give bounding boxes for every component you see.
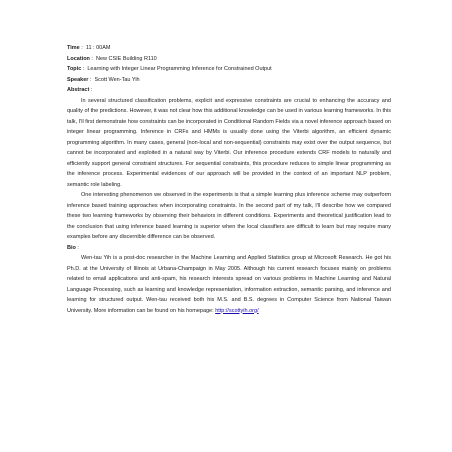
topic-line: Topic : Learning with Integer Linear Programming Inference for Constrained Output (67, 66, 272, 72)
speaker-line: Speaker : Scott Wen-Tau Yih (67, 76, 140, 83)
location-value: New CSIE Building R110 (95, 55, 157, 62)
time-value: 11 : 00AM (85, 45, 111, 51)
bio-paragraph (67, 253, 391, 316)
abstract-label: Abstract (67, 87, 90, 93)
bio-label: Bio (67, 244, 76, 251)
time-label: Time (67, 45, 80, 51)
bio-text: Wen-tau Yih is a post-doc researcher in the Machine Learning and Applied Statistics group at Microsoft Research. He got his Ph.D. at the University of Illinois at Urbana-Champaign in May 2005. Although his current research focuses mainly on problems related to email applications and anti-spam, his research interests spread on various problems in Machine Learning and Natural Language Processing, such as learning and knowledge representation, information extraction, semantic parsing, and inference and learning for structured output. Wen-tau received both his M.S. and B.S. degrees in Computer Science from National Taiwan University. More information can be found on his homepage: (67, 255, 391, 314)
topic-label: Topic (67, 66, 82, 72)
abstract-heading-line: Abstract : (67, 87, 93, 93)
topic-value: Learning with Integer Linear Programming Inference for Constrained Output (87, 66, 272, 72)
location-line: Location : New CSIE Building R110 (67, 55, 157, 62)
homepage-link[interactable]: http://scottyih.org/ (215, 307, 259, 314)
time-line: Time : 11 : 00AM (67, 45, 111, 51)
bio-heading-line: Bio : (67, 244, 79, 251)
speaker-value: Scott Wen-Tau Yih (94, 76, 140, 83)
abstract-paragraph-1: In several structured classification problems, explicit and expressive constraints are crucial to enhancing the accuracy and quality of the predictions. However, it was not clear how this additional knowledge can be used in various learning frameworks. In this talk, I'll first demonstrate how constraints can be incorporated in Conditional Random Fields via a novel inference approach based on integer linear programming. Inference in CRFs and HMMs is usually done using the Viterbi algorithm, an efficient dynamic programming algorithm. In many cases, general (non-local and non-sequential) constraints may exist over the output sequence, but cannot be incorporated and exploited in a natural way by Viterbi. Our inference procedure extends CRF models to naturally and efficiently support general constraint structures. For sequential constraints, this procedure reduces to simple linear programming as the inference process. Experimental evidences of our approach will be provided in the context of an important NLP problem, semantic role labeling. (67, 97, 391, 188)
location-label: Location (67, 55, 90, 62)
speaker-label: Speaker (67, 76, 89, 83)
seminar-announcement (67, 43, 391, 316)
abstract-paragraph-2: One interesting phenomenon we observed in the experiments is that a simple learning plus inference scheme may outperform inference based training approaches when incorporating constraints. In the second part of my talk, I'll describe how we compared these two learning frameworks by observing their behaviors in different conditions. Experiments and theoretical justification lead to the conclusion that using inference based learning is superior when the local classifiers are difficult to learn but may require many examples before any discernible difference can be observed. (67, 192, 391, 240)
